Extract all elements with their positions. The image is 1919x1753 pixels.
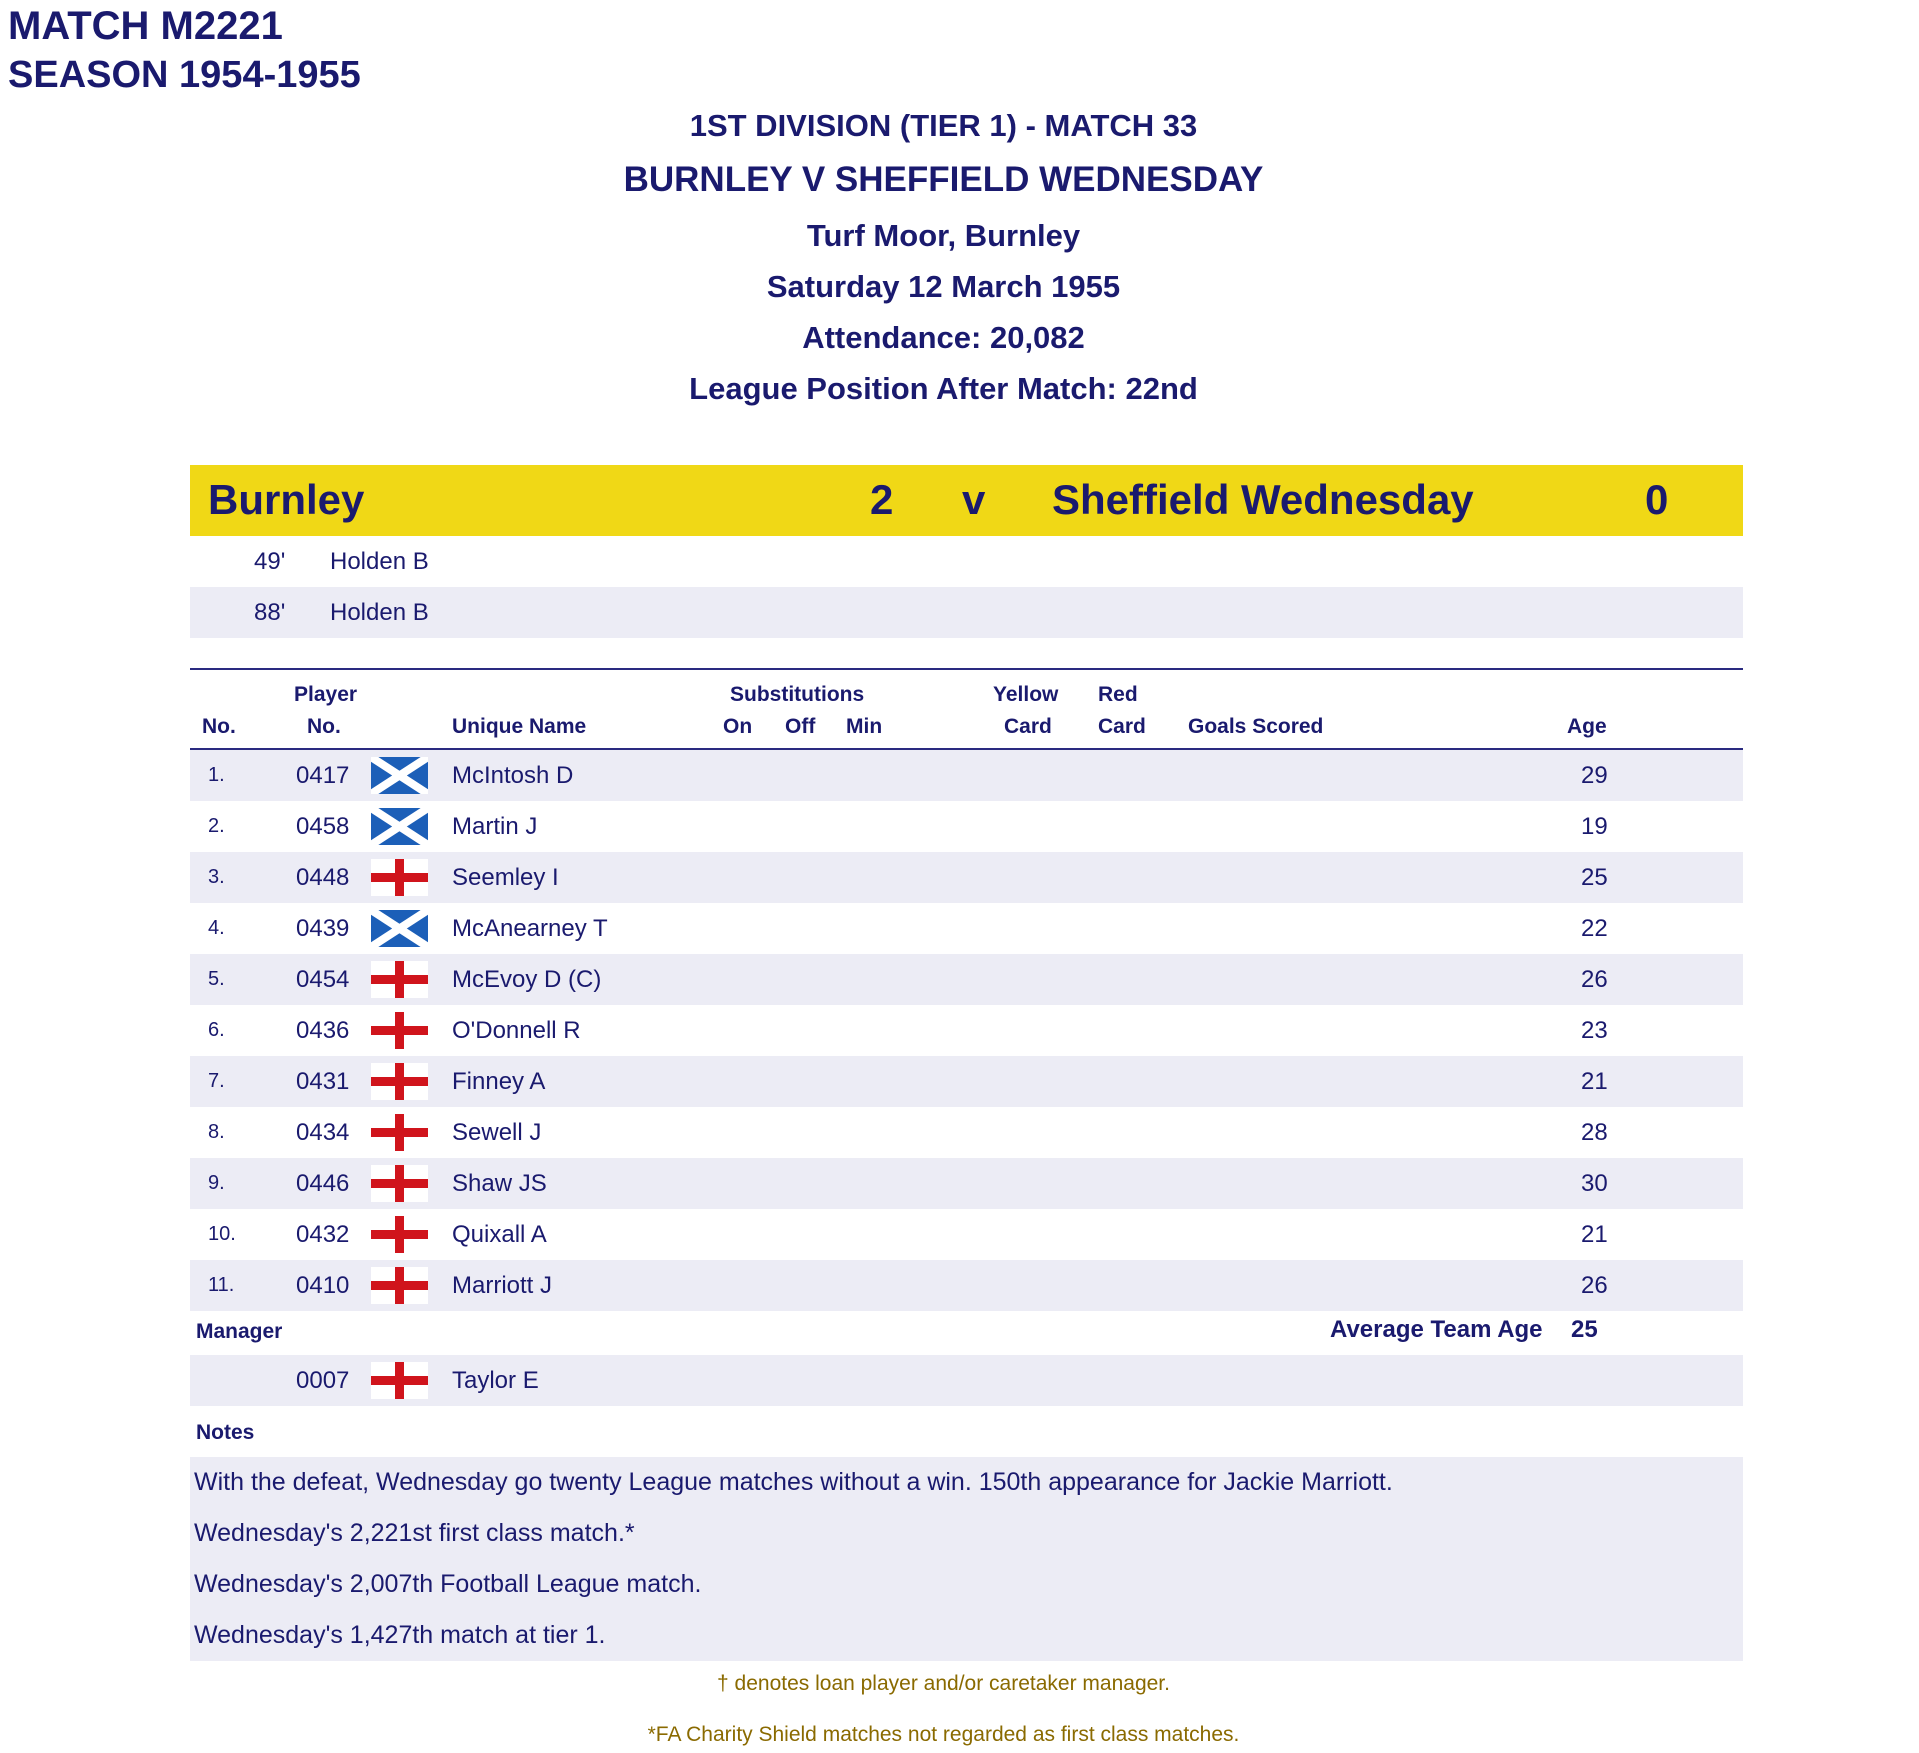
fixture-title: BURNLEY V SHEFFIELD WEDNESDAY: [623, 160, 1264, 199]
col-yellow-card: Card: [1004, 715, 1052, 738]
england-flag-icon: [371, 1362, 428, 1399]
home-goals: 2: [870, 476, 894, 523]
player-age: 21: [1581, 1068, 1608, 1095]
notes-label: Notes: [196, 1421, 255, 1444]
shirt-number: 4.: [208, 917, 225, 939]
note-line: Wednesday's 2,221st first class match.*: [194, 1519, 635, 1547]
shirt-number: 8.: [208, 1121, 225, 1143]
player-number: 0439: [296, 915, 350, 942]
home-team: Burnley: [208, 476, 365, 523]
col-sub-off: Off: [785, 715, 816, 738]
player-name: McIntosh D: [452, 762, 574, 789]
player-name: Sewell J: [452, 1119, 542, 1146]
versus: v: [962, 476, 986, 523]
match-code: MATCH M2221: [8, 4, 283, 48]
player-age: 22: [1581, 915, 1608, 942]
player-name: McEvoy D (C): [452, 966, 602, 993]
goal-row: [190, 536, 1743, 587]
shirt-number: 2.: [208, 815, 225, 837]
table-row: [190, 1158, 1743, 1209]
table-row: [190, 903, 1743, 954]
shirt-number: 6.: [208, 1019, 225, 1041]
table-row: [190, 1056, 1743, 1107]
player-age: 29: [1581, 762, 1608, 789]
player-age: 23: [1581, 1017, 1608, 1044]
score-bar: [190, 465, 1743, 536]
shirt-number: 11.: [208, 1274, 235, 1296]
manager-row: [190, 1355, 1743, 1406]
shirt-number: 5.: [208, 968, 225, 990]
table-row: [190, 1260, 1743, 1311]
player-age: 21: [1581, 1221, 1608, 1248]
table-row: [190, 750, 1743, 801]
table-row: [190, 1209, 1743, 1260]
england-flag-icon: [371, 1267, 428, 1304]
col-goals-scored: Goals Scored: [1188, 715, 1324, 738]
player-number: 0436: [296, 1017, 350, 1044]
table-top-rule: [190, 668, 1743, 670]
player-age: 28: [1581, 1119, 1608, 1146]
player-age: 26: [1581, 1272, 1608, 1299]
scotland-flag-icon: [371, 910, 428, 947]
col-yellow-label: Yellow: [993, 683, 1059, 706]
notes-box: [190, 1457, 1743, 1661]
average-age-value: 25: [1571, 1316, 1598, 1343]
table-row: [190, 852, 1743, 903]
col-substitutions: Substitutions: [730, 683, 865, 706]
player-number: 0448: [296, 864, 350, 891]
competition: 1ST DIVISION (TIER 1) - MATCH 33: [689, 108, 1198, 143]
shirt-number: 9.: [208, 1172, 225, 1194]
england-flag-icon: [371, 1063, 428, 1100]
match-date: Saturday 12 March 1955: [766, 269, 1121, 304]
player-number: 0446: [296, 1170, 350, 1197]
england-flag-icon: [371, 961, 428, 998]
manager-name: Taylor E: [452, 1367, 539, 1394]
player-name: O'Donnell R: [452, 1017, 581, 1044]
player-age: 26: [1581, 966, 1608, 993]
shirt-number: 10.: [208, 1223, 236, 1245]
note-line: Wednesday's 1,427th match at tier 1.: [194, 1621, 606, 1649]
away-team: Sheffield Wednesday: [1052, 476, 1474, 523]
england-flag-icon: [371, 1012, 428, 1049]
player-name: Finney A: [452, 1068, 546, 1095]
player-number: 0432: [296, 1221, 350, 1248]
player-age: 30: [1581, 1170, 1608, 1197]
manager-number: 0007: [296, 1367, 350, 1394]
england-flag-icon: [371, 1165, 428, 1202]
charity-shield-footnote: *FA Charity Shield matches not regarded as first class matches.: [647, 1723, 1240, 1746]
player-age: 25: [1581, 864, 1608, 891]
away-goals: 0: [1645, 476, 1669, 523]
player-number: 0454: [296, 966, 350, 993]
col-sub-on: On: [723, 715, 753, 738]
player-number: 0417: [296, 762, 350, 789]
col-sub-min: Min: [846, 715, 883, 738]
player-name: Shaw JS: [452, 1170, 547, 1197]
shirt-number: 7.: [208, 1070, 225, 1092]
col-red-label: Red: [1098, 683, 1138, 706]
table-row: [190, 801, 1743, 852]
player-number: 0431: [296, 1068, 350, 1095]
table-row: [190, 1005, 1743, 1056]
loan-footnote: † denotes loan player and/or caretaker manager.: [717, 1672, 1170, 1695]
manager-label: Manager: [196, 1320, 283, 1343]
goal-scorer: Holden B: [330, 599, 429, 626]
player-age: 19: [1581, 813, 1608, 840]
player-number: 0434: [296, 1119, 350, 1146]
goal-minute: 49': [254, 548, 286, 575]
goal-scorer: Holden B: [330, 548, 429, 575]
col-red-card: Card: [1098, 715, 1146, 738]
scotland-flag-icon: [371, 757, 428, 794]
table-row: [190, 954, 1743, 1005]
shirt-number: 1.: [208, 764, 225, 786]
col-age: Age: [1567, 715, 1607, 738]
england-flag-icon: [371, 1216, 428, 1253]
season: SEASON 1954-1955: [8, 54, 361, 96]
goal-minute: 88': [254, 599, 286, 626]
goal-row: [190, 587, 1743, 638]
scotland-flag-icon: [371, 808, 428, 845]
player-name: Marriott J: [452, 1272, 553, 1299]
player-name: Seemley I: [452, 864, 559, 891]
average-age-label: Average Team Age: [1330, 1316, 1543, 1343]
player-number: 0458: [296, 813, 350, 840]
col-player-label: Player: [294, 683, 358, 706]
player-name: McAnearney T: [452, 915, 608, 942]
note-line: Wednesday's 2,007th Football League match.: [194, 1570, 702, 1598]
col-unique-name: Unique Name: [452, 715, 587, 738]
england-flag-icon: [371, 859, 428, 896]
table-row: [190, 1107, 1743, 1158]
note-line: With the defeat, Wednesday go twenty League matches without a win. 150th appearance for Jackie Marriott.: [194, 1468, 1393, 1496]
player-name: Martin J: [452, 813, 538, 840]
col-player-no: No.: [307, 715, 341, 738]
player-number: 0410: [296, 1272, 350, 1299]
league-position: League Position After Match: 22nd: [689, 371, 1198, 406]
col-no: No.: [202, 715, 236, 738]
shirt-number: 3.: [208, 866, 225, 888]
england-flag-icon: [371, 1114, 428, 1151]
attendance: Attendance: 20,082: [802, 320, 1085, 355]
venue: Turf Moor, Burnley: [806, 218, 1081, 253]
player-name: Quixall A: [452, 1221, 547, 1248]
